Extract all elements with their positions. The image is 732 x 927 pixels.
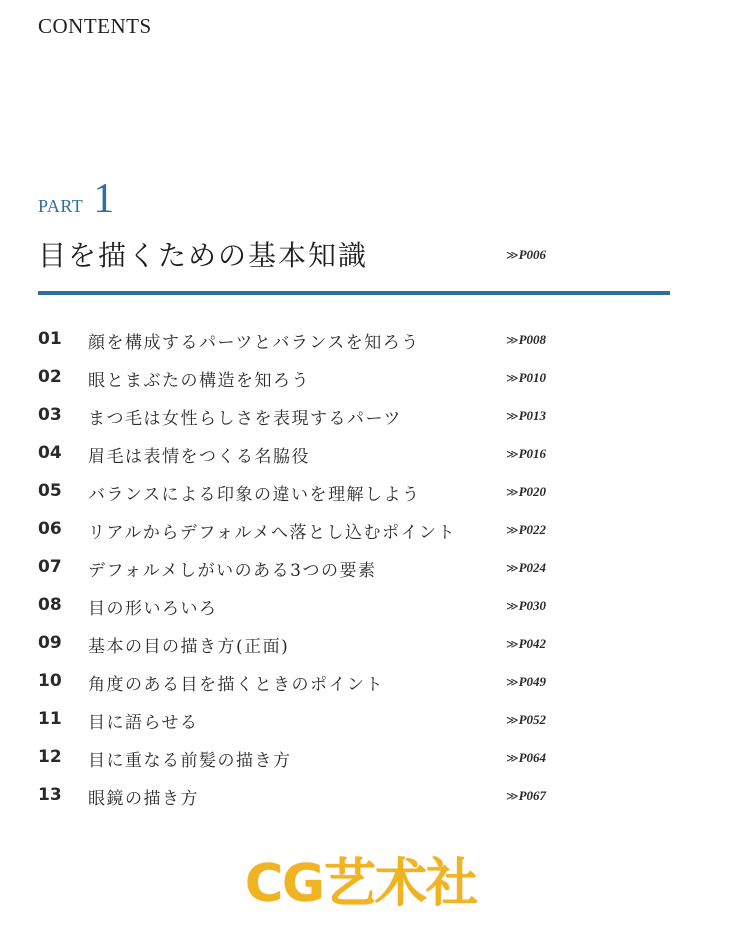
toc-page-number: P049: [518, 674, 547, 689]
toc-page-ref[interactable]: [506, 408, 546, 424]
toc-title: 眉毛は表情をつくる名脇役: [88, 447, 310, 467]
toc-page-ref[interactable]: [506, 598, 546, 614]
double-chevron-icon: ≫: [506, 485, 517, 499]
double-chevron-icon: ≫: [506, 371, 517, 385]
toc-page-ref[interactable]: [506, 750, 546, 766]
toc-list: [0, 322, 732, 816]
toc-row[interactable]: [0, 740, 732, 778]
toc-number: 02: [38, 367, 62, 387]
toc-title: 顔を構成するパーツとバランスを知ろう: [88, 333, 420, 353]
toc-page-number: P024: [518, 560, 547, 575]
double-chevron-icon: ≫: [506, 447, 517, 461]
part-number: 1: [93, 176, 115, 222]
toc-row[interactable]: [0, 550, 732, 588]
toc-page-number: P008: [518, 332, 547, 347]
toc-number: 08: [38, 595, 62, 615]
toc-row[interactable]: [0, 398, 732, 436]
toc-page-number: P022: [518, 522, 547, 537]
toc-row[interactable]: [0, 664, 732, 702]
toc-row[interactable]: [0, 360, 732, 398]
toc-row[interactable]: [0, 702, 732, 740]
toc-row[interactable]: [0, 778, 732, 816]
double-chevron-icon: ≫: [506, 409, 517, 423]
toc-page-ref[interactable]: [506, 788, 546, 804]
toc-title: デフォルメしがいのある3つの要素: [88, 561, 377, 581]
toc-page-number: P064: [518, 750, 547, 765]
toc-page-ref[interactable]: [506, 484, 546, 500]
toc-title: 角度のある目を描くときのポイント: [88, 675, 384, 695]
part-page-ref[interactable]: [506, 247, 546, 263]
toc-row[interactable]: [0, 322, 732, 360]
toc-number: 12: [38, 747, 62, 767]
double-chevron-icon: ≫: [506, 789, 517, 803]
toc-page-ref[interactable]: [506, 446, 546, 462]
toc-title: バランスによる印象の違いを理解しよう: [88, 485, 421, 505]
toc-row[interactable]: [0, 512, 732, 550]
double-chevron-icon: ≫: [506, 637, 517, 651]
toc-page-number: P016: [518, 446, 547, 461]
double-chevron-icon: ≫: [506, 333, 517, 347]
toc-row[interactable]: [0, 588, 732, 626]
toc-page-ref[interactable]: [506, 712, 546, 728]
toc-page-number: P013: [518, 408, 547, 423]
toc-page-ref[interactable]: [506, 522, 546, 538]
toc-page-number: P020: [518, 484, 547, 499]
toc-number: 09: [38, 633, 62, 653]
toc-number: 10: [38, 671, 62, 691]
double-chevron-icon: ≫: [506, 248, 517, 262]
toc-title: 基本の目の描き方(正面): [88, 637, 290, 657]
toc-row[interactable]: [0, 474, 732, 512]
toc-title: 眼とまぶたの構造を知ろう: [88, 371, 310, 391]
toc-row[interactable]: [0, 436, 732, 474]
part-title: 目を描くための基本知識: [38, 239, 369, 272]
watermark-logo: CG艺术社: [245, 854, 477, 914]
toc-title: リアルからデフォルメへ落とし込むポイント: [88, 523, 456, 543]
toc-number: 01: [38, 329, 62, 349]
double-chevron-icon: ≫: [506, 561, 517, 575]
toc-number: 13: [38, 785, 62, 805]
toc-number: 11: [38, 709, 62, 729]
double-chevron-icon: ≫: [506, 713, 517, 727]
part-divider: [38, 291, 670, 295]
toc-number: 06: [38, 519, 62, 539]
toc-page-number: P042: [518, 636, 547, 651]
toc-page-ref[interactable]: [506, 560, 546, 576]
part-word: PART: [38, 196, 84, 216]
double-chevron-icon: ≫: [506, 599, 517, 613]
toc-title: 目に語らせる: [88, 713, 199, 733]
toc-page-ref[interactable]: [506, 332, 546, 348]
toc-number: 03: [38, 405, 62, 425]
toc-title: 目に重なる前髪の描き方: [88, 751, 292, 771]
toc-page-number: P010: [518, 370, 547, 385]
toc-number: 04: [38, 443, 62, 463]
toc-title: 目の形いろいろ: [88, 599, 218, 619]
toc-page-ref[interactable]: [506, 674, 546, 690]
toc-title: 眼鏡の描き方: [88, 789, 199, 809]
toc-number: 07: [38, 557, 62, 577]
part-header: [38, 178, 114, 220]
toc-page-ref[interactable]: [506, 370, 546, 386]
toc-page-number: P052: [518, 712, 547, 727]
double-chevron-icon: ≫: [506, 751, 517, 765]
double-chevron-icon: ≫: [506, 675, 517, 689]
double-chevron-icon: ≫: [506, 523, 517, 537]
toc-title: まつ毛は女性らしさを表現するパーツ: [88, 409, 402, 429]
toc-page-number: P030: [518, 598, 547, 613]
toc-number: 05: [38, 481, 62, 501]
part-page-number: P006: [518, 247, 547, 262]
toc-page-ref[interactable]: [506, 636, 546, 652]
toc-page-number: P067: [518, 788, 547, 803]
contents-heading: CONTENTS: [38, 14, 152, 38]
toc-row[interactable]: [0, 626, 732, 664]
